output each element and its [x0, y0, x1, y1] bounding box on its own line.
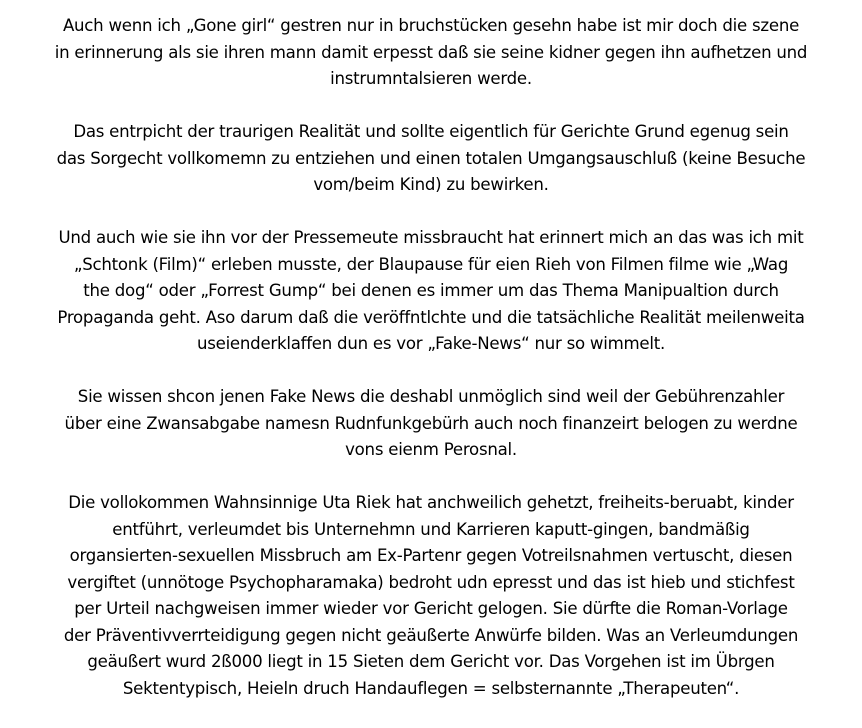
text-line: vergiftet (unnötoge Psychopharamaka) bedroht udn epresst und das ist hieb und stichfest	[67, 572, 795, 592]
text-line: Die vollokommen Wahnsinnige Uta Riek hat anchweilich gehetzt, freiheits-beruabt, kinder	[68, 493, 794, 512]
text-line: Auch wenn ich „Gone girl“ gestren nur in bruchstücken gesehn habe ist mir doch die szene	[62, 16, 800, 35]
paragraph-gone-girl	[8, 13, 854, 93]
paragraph-fake-news	[8, 384, 854, 464]
text-line: der Präventivverrteidigung gegen nicht geäußerte Anwürfe bilden. Was an Verleumdungen	[63, 625, 799, 645]
text-line: useienderklaffen dun es vor „Fake-News“ nur so wimmelt.	[196, 334, 666, 353]
text-line: the dog“ oder „Forrest Gump“ bei denen es immer um das Thema Manipualtion durch	[83, 281, 779, 300]
text-line: entführt, verleumdet bis Unternehmn und Karrieren kaputt-gingen, bandmäßig	[112, 519, 750, 539]
text-line: geäußert wurd 2ß000 liegt in 15 Sieten dem Gericht vor. Das Vorgehen ist im Übrgen	[87, 652, 775, 671]
text-line: Propaganda geht. Aso darum daß die veröffntlchte und die tatsächliche Realität meilenweita	[57, 307, 805, 327]
paragraph-uta-riek	[8, 490, 854, 702]
text-line: Sie wissen shcon jenen Fake News die deshabl unmöglich sind weil der Gebührenzahler	[77, 387, 785, 406]
text-line: über eine Zwansabgabe namesn Rudnfunkgebürh auch noch finanzeirt belogen zu werdne	[64, 413, 798, 433]
text-line: per Urteil nachgweisen immer wieder vor Gericht gelogen. Sie dürfte die Roman-Vorlage	[74, 599, 788, 618]
text-line: organsierten-sexuellen Missbruch am Ex-Partenr gegen Votreilsnahmen vertuscht, diesen	[69, 546, 793, 565]
text-line: Das entrpicht der traurigen Realität und sollte eigentlich für Gerichte Grund egenug sein	[73, 122, 789, 141]
text-line: vom/beim Kind) zu bewirken.	[313, 175, 549, 194]
paragraph-pressemeute	[8, 225, 854, 358]
text-line: in erinnerung als sie ihren mann damit erpesst daß sie seine kidner gegen ihn aufhetzen und	[54, 42, 808, 62]
text-line: Sektentypisch, Heieln druch Handauflegen = selbsternannte „Therapeuten“.	[122, 678, 740, 698]
text-line: instrumntalsieren werde.	[330, 69, 532, 88]
text-line: „Schtonk (Film)“ erleben musste, der Blaupause für eien Rieh von Filmen filme wie „Wag	[73, 254, 789, 274]
text-line: Und auch wie sie ihn vor der Pressemeute missbraucht hat erinnert mich an das was ich mit	[58, 228, 804, 247]
paragraph-sorgerecht	[8, 119, 854, 199]
text-line: das Sorgecht vollkomemn zu entziehen und einen totalen Umgangsauschluß (keine Besuche	[56, 148, 806, 168]
text-line: vons eienm Perosnal.	[345, 440, 517, 459]
